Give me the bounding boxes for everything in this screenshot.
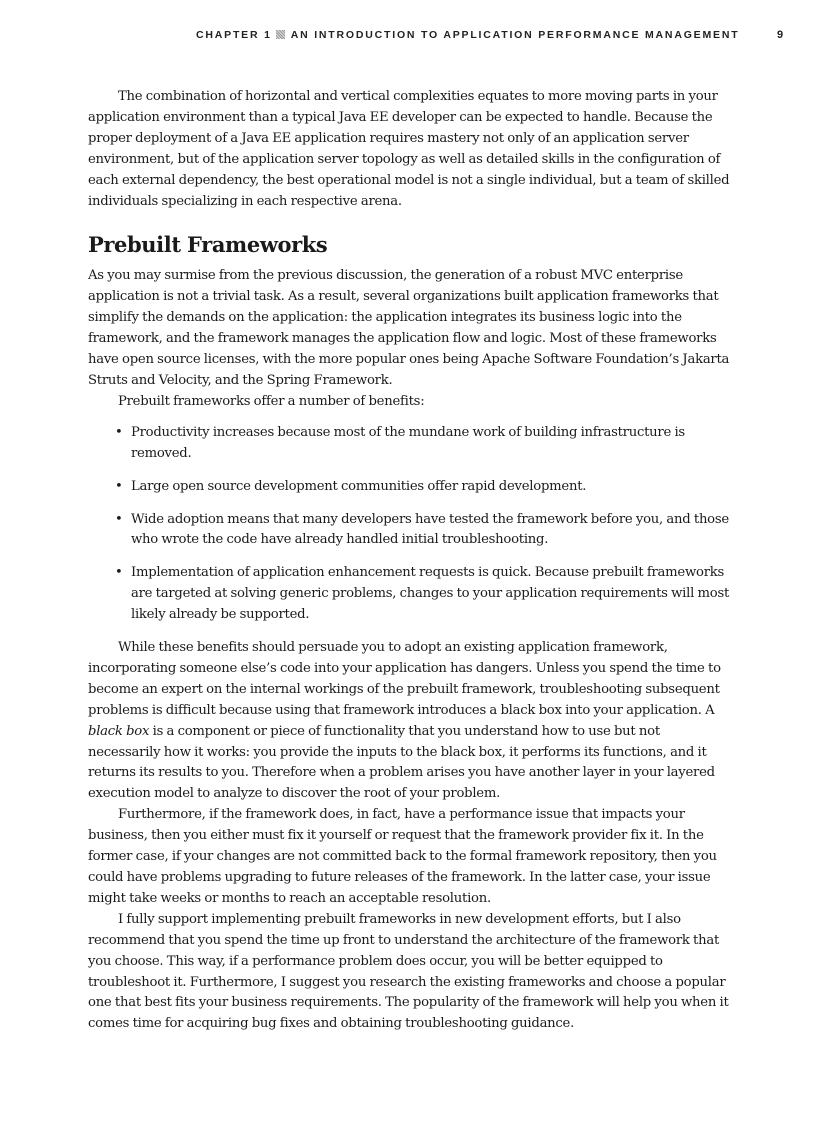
dangers-paragraph-2: Furthermore, if the framework does, in fact, have a performance issue that impacts your business, then you either must fix it yourself or request that the framework provider fix it. In the former case, if your changes are not committed back to the formal framework repository, then you could have problems upgrading to future releases of the framework. In the latter case, your issue might take weeks or months to reach an acceptable resolution. <box>88 807 717 906</box>
benefits-intro: Prebuilt frameworks offer a number of benefits: <box>118 393 425 409</box>
intro-paragraph: The combination of horizontal and vertical complexities equates to more moving parts in your application environment than a typical Java EE developer can be expected to handle. Because the proper deployment of a Java EE application requires mastery not only of an application server environment, but of the application server topology as well as detailed skills in the configuration of each external dependency, the best operational model is not a single individual, but a team of skilled individuals specializing in each respective arena. <box>88 89 730 209</box>
separator-square-icon <box>276 30 285 39</box>
section-paragraph: As you may surmise from the previous discussion, the generation of a robust MVC enterprise application is not a trivial task. As a result, several organizations built application frameworks that simplify the demands on the application: the application integrates its business logic into the framework, and the framework manages the application flow and logic. Most of these frameworks have open source licenses, with the more popular ones being Apache Software Foundation’s Jakarta Struts and Velocity, and the Spring Framework. <box>88 268 730 388</box>
dangers-paragraph <box>88 638 730 805</box>
list-item: • Large open source development communities offer rapid development. <box>131 477 730 498</box>
page-number: 9 <box>777 29 784 41</box>
dangers-text-before: While these benefits should persuade you to adopt an existing application framework, incorporating someone else’s code into your application has dangers. Unless you spend the time to become an expert on the internal workings of the prebuilt framework, troubleshooting subsequent problems is difficult because using that framework introduces a black box into your application. A <box>88 640 721 718</box>
black-box-term: black box <box>88 723 150 739</box>
dangers-text-after: is a component or piece of functionality that you understand how to use but not necessarily how it works: you provide the inputs to the black box, it performs its functions, and it returns its results to you. Therefore when a problem arises you have another layer in your layered execution model to analyze to discover the root of your problem. <box>88 723 715 802</box>
list-item: • Implementation of application enhancement requests is quick. Because prebuilt frameworks are targeted at solving generic problems, changes to your application requirements will most likely already be supported. <box>131 563 730 626</box>
recommendation-paragraph: I fully support implementing prebuilt frameworks in new development efforts, but I also recommend that you spend the time up front to understand the architecture of the framework that you choose. This way, if a performance problem does occur, you will be better equipped to troubleshoot it. Furthermore, I suggest you research the existing frameworks and choose a popular one that best fits your business requirements. The popularity of the framework will help you when it comes time for acquiring bug fixes and obtaining troubleshooting guidance. <box>88 911 729 1032</box>
chapter-title: AN INTRODUCTION TO APPLICATION PERFORMANCE MANAGEMENT <box>290 29 740 41</box>
list-item: • Wide adoption means that many developers have tested the framework before you, and those who wrote the code have already handled initial troubleshooting. <box>131 510 730 552</box>
running-head <box>196 29 786 43</box>
section-heading: Prebuilt Frameworks <box>88 232 328 258</box>
benefits-list <box>88 423 730 626</box>
list-item: • Productivity increases because most of the mundane work of building infrastructure is removed. <box>131 423 730 465</box>
page-body <box>88 87 730 1035</box>
chapter-label: CHAPTER 1 <box>196 29 272 41</box>
